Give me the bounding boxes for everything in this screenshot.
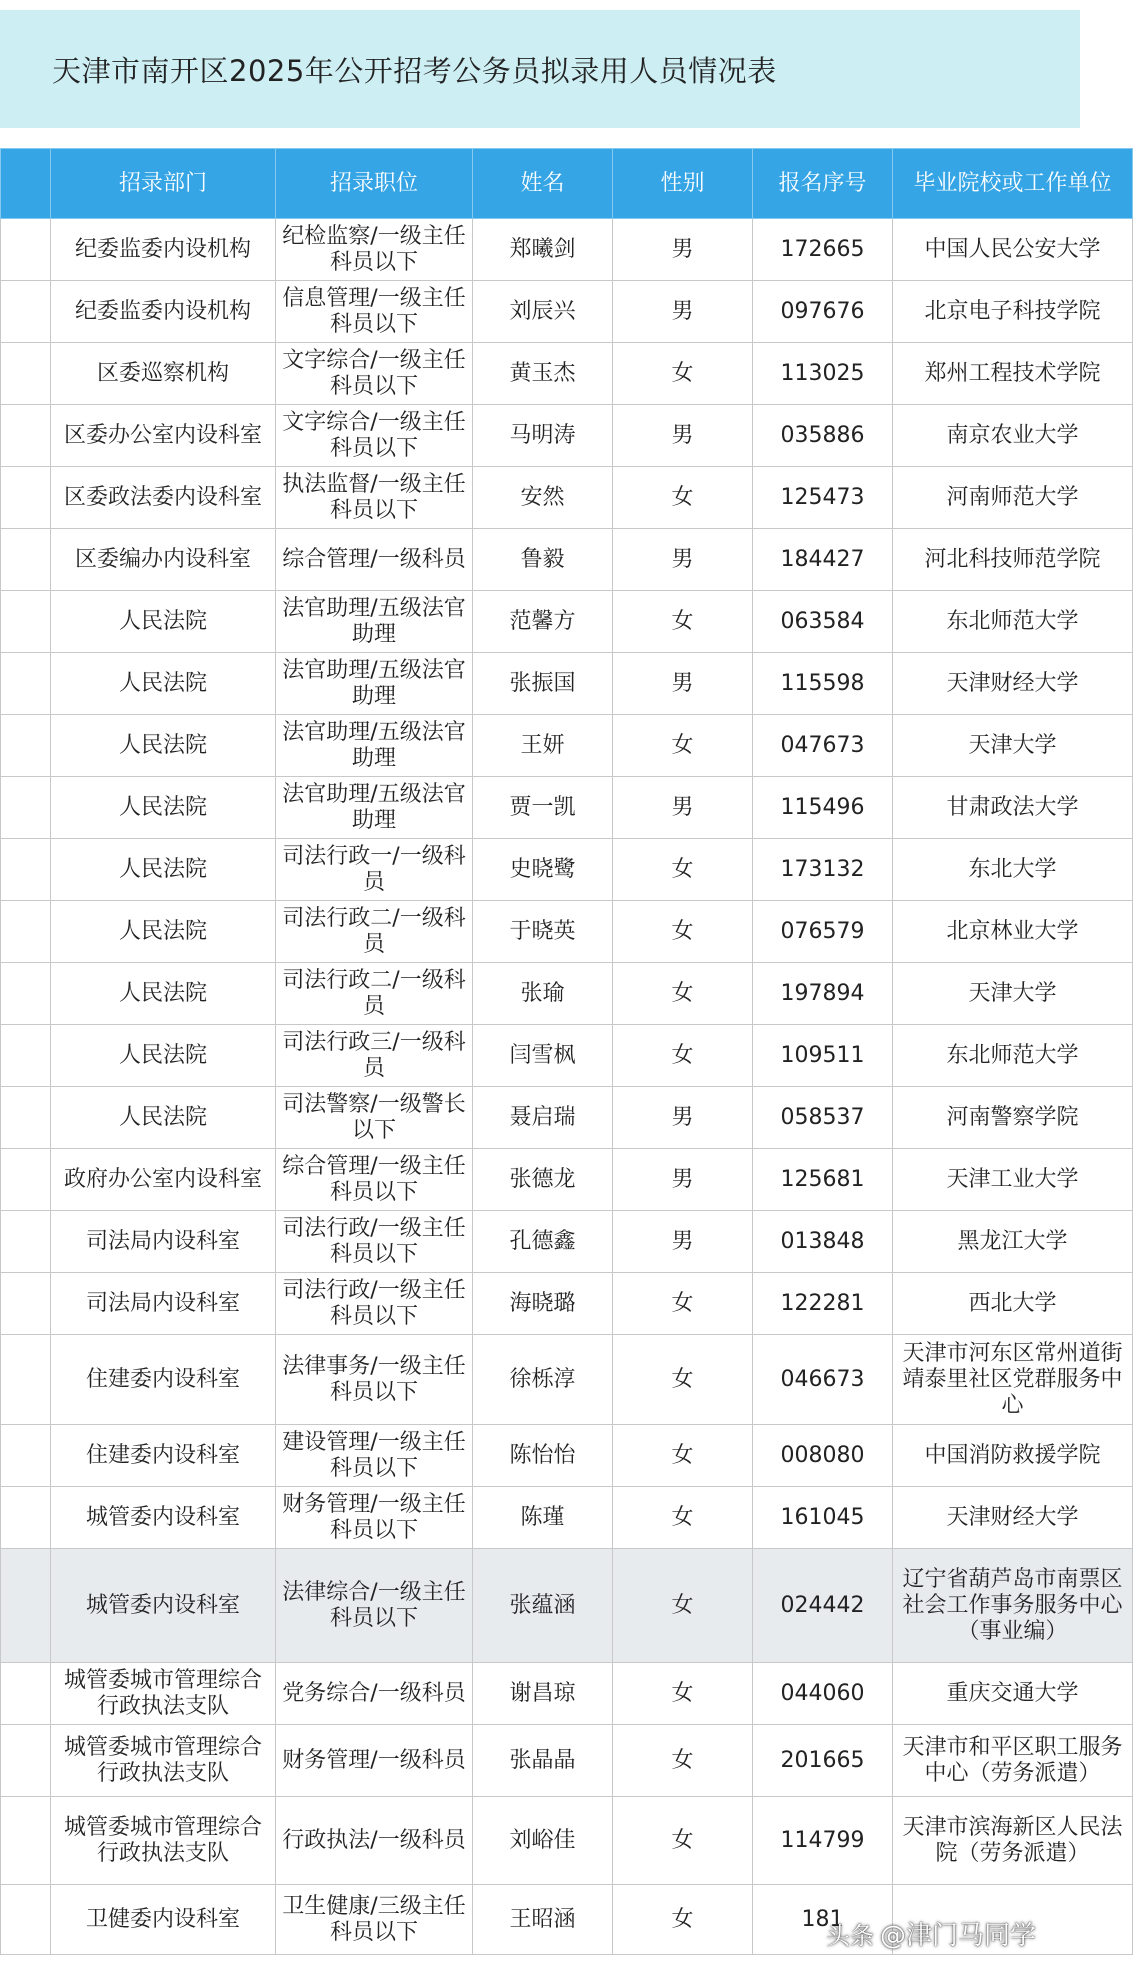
table-row [1,1725,1133,1797]
cell-name: 于晓英 [473,901,613,963]
row-lead-cell [1,1725,51,1797]
cell-position: 综合管理/一级主任科员以下 [276,1149,473,1211]
cell-school: 辽宁省葫芦岛市南票区社会工作事务服务中心（事业编） [893,1549,1133,1663]
cell-name: 聂启瑞 [473,1087,613,1149]
row-lead-cell [1,839,51,901]
cell-dept: 城管委内设科室 [51,1487,276,1549]
watermark-prefix: 头条 [826,1921,874,1950]
cell-position: 卫生健康/三级主任科员以下 [276,1885,473,1955]
row-lead-cell [1,1025,51,1087]
row-lead-cell [1,1211,51,1273]
cell-dept: 纪委监委内设机构 [51,219,276,281]
cell-reg-no: 115496 [753,777,893,839]
cell-position: 文字综合/一级主任科员以下 [276,405,473,467]
cell-gender: 女 [613,1725,753,1797]
cell-position: 司法警察/一级警长以下 [276,1087,473,1149]
row-lead-cell [1,1797,51,1885]
cell-gender: 女 [613,591,753,653]
cell-dept: 住建委内设科室 [51,1425,276,1487]
cell-position: 财务管理/一级科员 [276,1725,473,1797]
cell-name: 马明涛 [473,405,613,467]
cell-reg-no: 008080 [753,1425,893,1487]
table-row [1,653,1133,715]
table-row [1,839,1133,901]
cell-school: 天津市滨海新区人民法院（劳务派遣） [893,1797,1133,1885]
row-lead-cell [1,405,51,467]
cell-dept: 人民法院 [51,963,276,1025]
table-row [1,715,1133,777]
cell-gender: 男 [613,405,753,467]
table-row [1,529,1133,591]
cell-dept: 城管委城市管理综合行政执法支队 [51,1797,276,1885]
cell-school: 北京电子科技学院 [893,281,1133,343]
cell-reg-no: 024442 [753,1549,893,1663]
table-row [1,777,1133,839]
cell-gender: 女 [613,1025,753,1087]
table-row [1,1335,1133,1425]
cell-name: 刘峪佳 [473,1797,613,1885]
cell-dept: 城管委城市管理综合行政执法支队 [51,1725,276,1797]
cell-name: 张德龙 [473,1149,613,1211]
table-row [1,1273,1133,1335]
cell-name: 郑曦剑 [473,219,613,281]
cell-school: 北京林业大学 [893,901,1133,963]
cell-dept: 人民法院 [51,839,276,901]
table-row [1,591,1133,653]
header-name: 姓名 [473,149,613,219]
cell-name: 王妍 [473,715,613,777]
cell-position: 法律综合/一级主任科员以下 [276,1549,473,1663]
row-lead-cell [1,1885,51,1955]
cell-dept: 司法局内设科室 [51,1211,276,1273]
cell-dept: 区委办公室内设科室 [51,405,276,467]
table-row [1,405,1133,467]
cell-gender: 女 [613,1425,753,1487]
cell-gender: 男 [613,219,753,281]
cell-school: 重庆交通大学 [893,1663,1133,1725]
cell-position: 司法行政三/一级科员 [276,1025,473,1087]
cell-school: 天津大学 [893,715,1133,777]
cell-name: 刘辰兴 [473,281,613,343]
table-row [1,901,1133,963]
title-bar [0,10,1080,128]
cell-position: 司法行政二/一级科员 [276,963,473,1025]
cell-school: 甘肃政法大学 [893,777,1133,839]
cell-position: 法律事务/一级主任科员以下 [276,1335,473,1425]
cell-reg-no: 013848 [753,1211,893,1273]
row-lead-cell [1,777,51,839]
row-lead-cell [1,1335,51,1425]
table-row [1,1149,1133,1211]
header-lead-cell [1,149,51,219]
cell-name: 张晶晶 [473,1725,613,1797]
row-lead-cell [1,343,51,405]
cell-gender: 女 [613,1273,753,1335]
table-row [1,1025,1133,1087]
cell-school: 西北大学 [893,1273,1133,1335]
cell-gender: 男 [613,281,753,343]
cell-dept: 人民法院 [51,777,276,839]
table-row [1,1211,1133,1273]
cell-school: 郑州工程技术学院 [893,343,1133,405]
table-row [1,467,1133,529]
cell-name: 徐栎淳 [473,1335,613,1425]
cell-gender: 女 [613,1885,753,1955]
cell-gender: 女 [613,343,753,405]
cell-position: 司法行政二/一级科员 [276,901,473,963]
cell-position: 司法行政/一级主任科员以下 [276,1273,473,1335]
cell-reg-no: 172665 [753,219,893,281]
cell-name: 海晓璐 [473,1273,613,1335]
cell-name: 贾一凯 [473,777,613,839]
cell-reg-no: 181 [753,1885,893,1955]
table-row [1,1797,1133,1885]
cell-dept: 城管委城市管理综合行政执法支队 [51,1663,276,1725]
cell-reg-no: 047673 [753,715,893,777]
page-title: 天津市南开区2025年公开招考公务员拟录用人员情况表 [52,53,777,88]
cell-gender: 女 [613,467,753,529]
cell-dept: 人民法院 [51,653,276,715]
cell-position: 文字综合/一级主任科员以下 [276,343,473,405]
cell-dept: 人民法院 [51,715,276,777]
cell-dept: 卫健委内设科室 [51,1885,276,1955]
cell-school: 中国消防救援学院 [893,1425,1133,1487]
row-lead-cell [1,1663,51,1725]
table-row [1,281,1133,343]
cell-dept: 住建委内设科室 [51,1335,276,1425]
row-lead-cell [1,1549,51,1663]
cell-position: 执法监督/一级主任科员以下 [276,467,473,529]
cell-name: 安然 [473,467,613,529]
cell-reg-no: 044060 [753,1663,893,1725]
cell-school: 天津财经大学 [893,1487,1133,1549]
cell-gender: 男 [613,1087,753,1149]
cell-position: 司法行政一/一级科员 [276,839,473,901]
cell-name: 鲁毅 [473,529,613,591]
cell-reg-no: 058537 [753,1087,893,1149]
cell-dept: 区委编办内设科室 [51,529,276,591]
cell-reg-no: 125681 [753,1149,893,1211]
table-row [1,963,1133,1025]
cell-position: 法官助理/五级法官助理 [276,715,473,777]
cell-dept: 区委巡察机构 [51,343,276,405]
cell-school: 河南师范大学 [893,467,1133,529]
cell-gender: 男 [613,1149,753,1211]
cell-gender: 女 [613,1663,753,1725]
cell-school: 天津财经大学 [893,653,1133,715]
table-row [1,1663,1133,1725]
cell-school: 天津大学 [893,963,1133,1025]
table-row [1,343,1133,405]
row-lead-cell [1,653,51,715]
watermark-handle: @津门马同学 [880,1920,1037,1951]
recruit-table [0,148,1133,1955]
cell-position: 法官助理/五级法官助理 [276,777,473,839]
cell-reg-no: 097676 [753,281,893,343]
row-lead-cell [1,219,51,281]
cell-position: 综合管理/一级科员 [276,529,473,591]
cell-reg-no: 046673 [753,1335,893,1425]
header-position: 招录职位 [276,149,473,219]
cell-dept: 人民法院 [51,1025,276,1087]
cell-dept: 人民法院 [51,1087,276,1149]
cell-gender: 男 [613,777,753,839]
row-lead-cell [1,901,51,963]
cell-position: 行政执法/一级科员 [276,1797,473,1885]
cell-gender: 女 [613,1487,753,1549]
cell-reg-no: 201665 [753,1725,893,1797]
cell-dept: 政府办公室内设科室 [51,1149,276,1211]
cell-dept: 城管委内设科室 [51,1549,276,1663]
watermark [826,1912,1036,1954]
cell-reg-no: 076579 [753,901,893,963]
cell-name: 黄玉杰 [473,343,613,405]
cell-name: 张振国 [473,653,613,715]
cell-position: 法官助理/五级法官助理 [276,653,473,715]
cell-name: 史晓鹭 [473,839,613,901]
cell-position: 纪检监察/一级主任科员以下 [276,219,473,281]
row-lead-cell [1,715,51,777]
header-reg-no: 报名序号 [753,149,893,219]
cell-reg-no: 114799 [753,1797,893,1885]
cell-gender: 女 [613,715,753,777]
row-lead-cell [1,591,51,653]
cell-position: 建设管理/一级主任科员以下 [276,1425,473,1487]
row-lead-cell [1,1487,51,1549]
cell-gender: 女 [613,1549,753,1663]
table-row [1,219,1133,281]
cell-gender: 女 [613,1797,753,1885]
cell-reg-no: 063584 [753,591,893,653]
cell-reg-no: 161045 [753,1487,893,1549]
cell-school: 东北师范大学 [893,1025,1133,1087]
cell-reg-no: 109511 [753,1025,893,1087]
cell-name: 张蕴涵 [473,1549,613,1663]
header-dept: 招录部门 [51,149,276,219]
cell-name: 谢昌琼 [473,1663,613,1725]
cell-school: 天津工业大学 [893,1149,1133,1211]
cell-position: 党务综合/一级科员 [276,1663,473,1725]
cell-dept: 人民法院 [51,591,276,653]
cell-dept: 纪委监委内设机构 [51,281,276,343]
cell-position: 司法行政/一级主任科员以下 [276,1211,473,1273]
table-row [1,1425,1133,1487]
table-row [1,1087,1133,1149]
table-header-row [1,149,1133,219]
cell-reg-no: 197894 [753,963,893,1025]
cell-name: 孔德鑫 [473,1211,613,1273]
cell-reg-no: 035886 [753,405,893,467]
table-row [1,1487,1133,1549]
cell-school: 中国人民公安大学 [893,219,1133,281]
cell-school: 河北科技师范学院 [893,529,1133,591]
cell-gender: 男 [613,1211,753,1273]
cell-name: 陈瑾 [473,1487,613,1549]
row-lead-cell [1,529,51,591]
cell-dept: 区委政法委内设科室 [51,467,276,529]
table-body [1,219,1133,1955]
cell-reg-no: 122281 [753,1273,893,1335]
cell-gender: 女 [613,1335,753,1425]
cell-school: 黑龙江大学 [893,1211,1133,1273]
cell-name: 王昭涵 [473,1885,613,1955]
cell-reg-no: 173132 [753,839,893,901]
row-lead-cell [1,1087,51,1149]
cell-name: 闫雪枫 [473,1025,613,1087]
row-lead-cell [1,963,51,1025]
header-gender: 性别 [613,149,753,219]
cell-school: 东北师范大学 [893,591,1133,653]
cell-position: 信息管理/一级主任科员以下 [276,281,473,343]
row-lead-cell [1,1149,51,1211]
cell-school: 河南警察学院 [893,1087,1133,1149]
cell-name: 张瑜 [473,963,613,1025]
cell-name: 范馨方 [473,591,613,653]
cell-school: 天津市河东区常州道街靖泰里社区党群服务中心 [893,1335,1133,1425]
row-lead-cell [1,1425,51,1487]
cell-school: 天津市和平区职工服务中心（劳务派遣） [893,1725,1133,1797]
cell-school: 东北大学 [893,839,1133,901]
cell-name: 陈怡怡 [473,1425,613,1487]
cell-gender: 男 [613,653,753,715]
cell-reg-no: 113025 [753,343,893,405]
cell-gender: 男 [613,529,753,591]
cell-dept: 司法局内设科室 [51,1273,276,1335]
header-school: 毕业院校或工作单位 [893,149,1133,219]
cell-reg-no: 115598 [753,653,893,715]
table-row [1,1549,1133,1663]
cell-gender: 女 [613,839,753,901]
cell-reg-no: 125473 [753,467,893,529]
cell-reg-no: 184427 [753,529,893,591]
row-lead-cell [1,1273,51,1335]
row-lead-cell [1,467,51,529]
cell-school: 南京农业大学 [893,405,1133,467]
row-lead-cell [1,281,51,343]
cell-dept: 人民法院 [51,901,276,963]
cell-position: 法官助理/五级法官助理 [276,591,473,653]
cell-position: 财务管理/一级主任科员以下 [276,1487,473,1549]
cell-gender: 女 [613,901,753,963]
cell-gender: 女 [613,963,753,1025]
